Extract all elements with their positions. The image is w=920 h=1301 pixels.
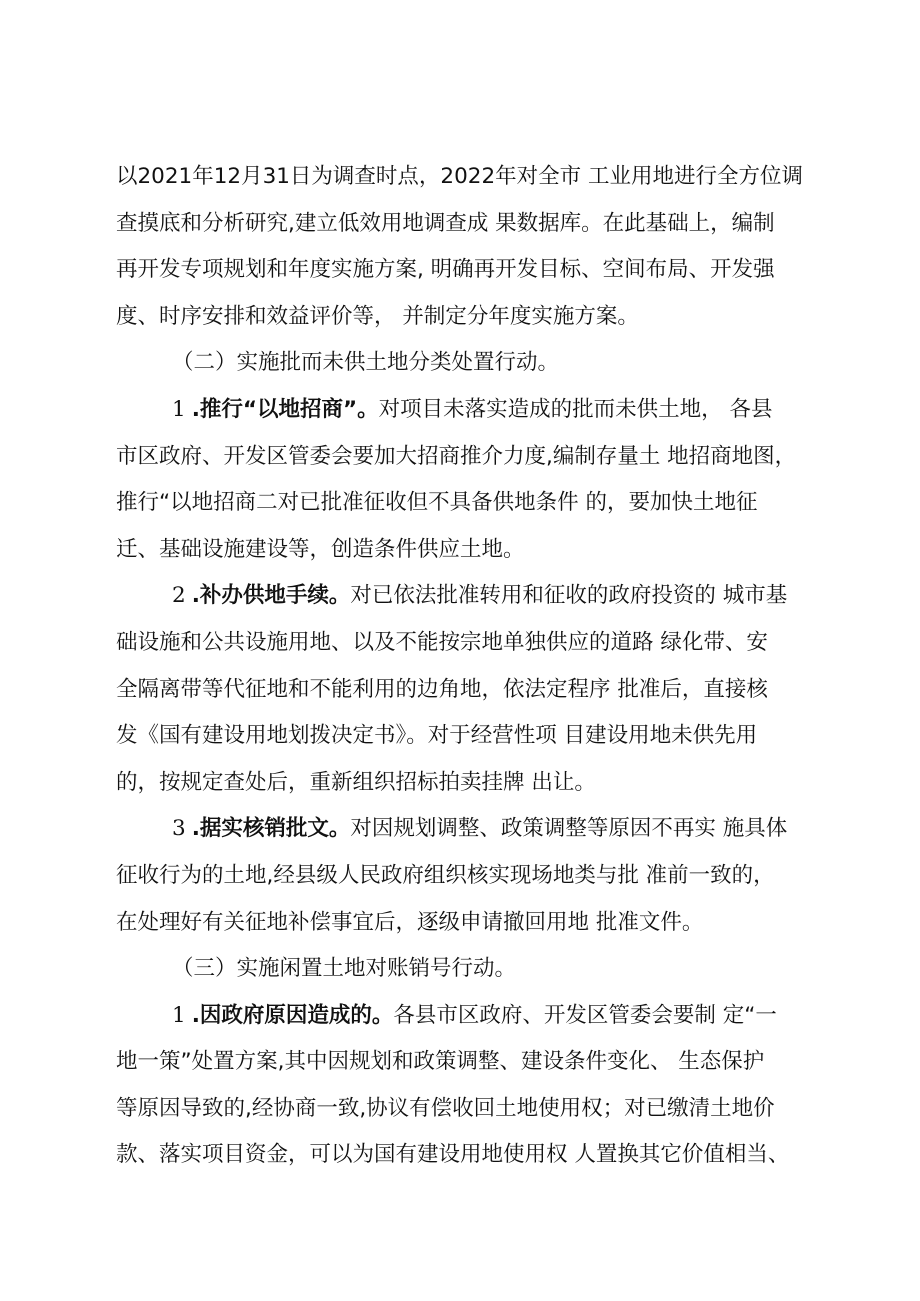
text-line: 础设施和公共设施用地、以及不能按宗地单独供应的道路 绿化带、安 [116,629,768,655]
item-first-line [116,993,816,1040]
text-line: 度、时序安排和效益评价等， 并制定分年度实施方案。 [116,303,639,329]
document-body [116,154,816,1179]
paragraph-survey [116,154,816,340]
heading-text: （三）实施闲置土地对账销号行动。 [172,956,517,982]
section-heading-2 [116,340,816,387]
text-line: 发《国有建设用地划拨决定书》。对于经营性项 目建设用地未供先用 [116,723,758,749]
text-line: 查摸底和分析研究,建立低效用地调查成 果数据库。在此基础上，编制 [116,210,775,236]
text-line: 在处理好有关征地补偿事宜后，逐级申请撤回用地 批准文件。 [116,909,704,935]
text-line: 迁、基础设施建设等，创造条件供应土地。 [116,536,525,562]
section-heading-3 [116,946,816,993]
item-title: .补办供地手续。 [191,583,351,609]
item-cancel-approval [116,806,816,946]
text-line: 的，按规定查处后，重新组织招标拍卖挂牌 出让。 [116,769,596,795]
item-first-line [116,806,816,853]
item-title: .据实核销批文。 [191,816,351,842]
text-line: 推行“以地招商二对已批准征收但不具备供地条件 的，要加快土地征 [116,490,758,516]
item-number: 3 [172,816,186,842]
heading-text: （二）实施批而未供土地分类处置行动。 [172,350,560,376]
item-title: .推行“以地招商”。 [191,396,379,422]
item-supply-procedures [116,573,816,806]
item-text: 各县市区政府、开发区管委会要制 定“一 [393,1002,777,1028]
item-title: .因政府原因造成的。 [191,1002,394,1028]
text-line: 以2021年12月31日为调查时点，2022年对全市 工业用地进行全方位调 [116,164,803,189]
text-line: 市区政府、开发区管委会要加大招商推介力度,编制存量土 地招商地图， [116,443,797,469]
item-first-line [116,387,816,434]
item-number: 2 [172,583,186,609]
item-number: 1 [172,396,186,422]
item-text: 对已依法批准转用和征收的政府投资的 城市基 [350,583,788,609]
item-investment [116,387,816,573]
text-line: 款、落实项目资金，可以为国有建设用地使用权 人置换其它价值相当、 [116,1142,790,1168]
item-text: 对因规划调整、政策调整等原因不再实 施具体 [350,816,788,842]
text-line: 征收行为的土地,经县级人民政府组织核实现场地类与批 准前一致的， [116,862,775,888]
text-line: 全隔离带等代征地和不能利用的边角地，依法定程序 批准后，直接核 [116,676,768,702]
text-line: 等原因导致的,经协商一致,协议有偿收回土地使用权；对已缴清土地价 [116,1095,775,1121]
item-government-cause [116,993,816,1179]
text-line: 再开发专项规划和年度实施方案, 明确再开发目标、空间布局、开发强 [116,257,775,283]
item-first-line [116,573,816,620]
item-number: 1 [172,1002,186,1028]
item-text: 对项目未落实造成的批而未供土地， 各县 [378,396,773,422]
text-line: 地一策”处置方案,其中因规划和政策调整、建设条件变化、 生态保护 [116,1049,765,1075]
